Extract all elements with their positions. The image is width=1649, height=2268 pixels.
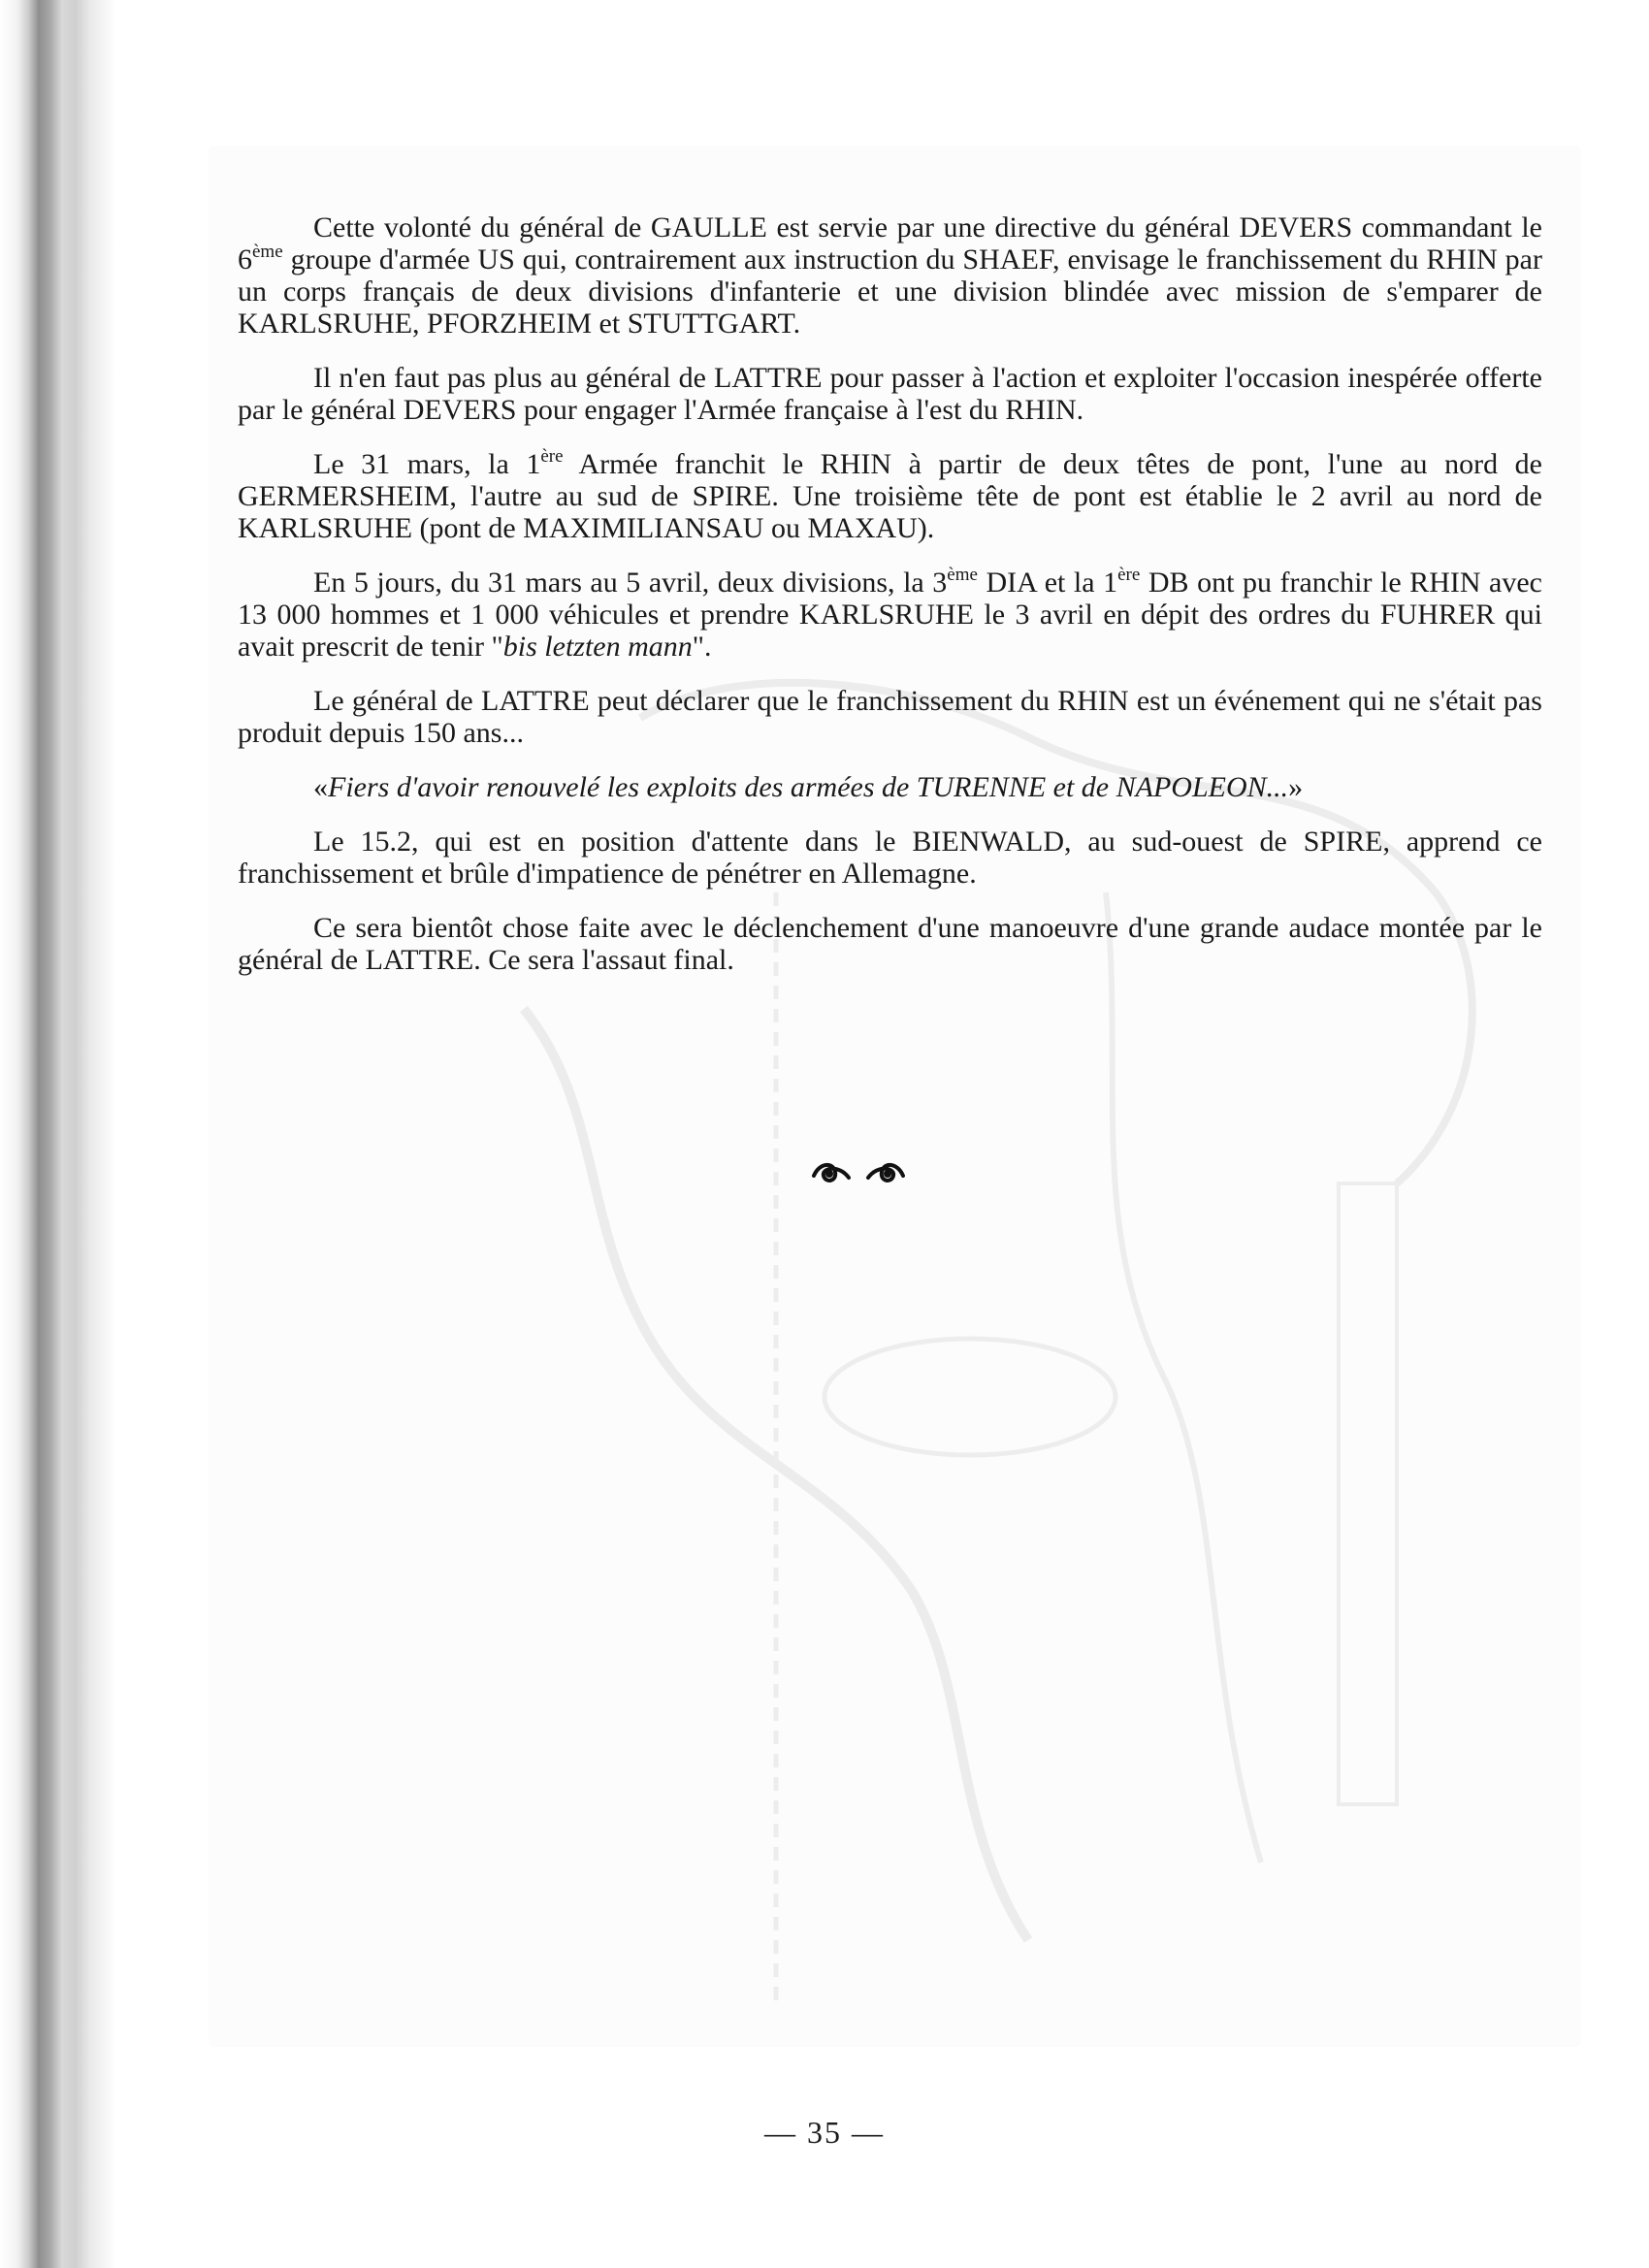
paragraph — [238, 685, 1542, 749]
superscript-text: ère — [540, 446, 564, 467]
text-run: groupe d'armée US qui, contrairement aux instruction du SHAEF, envisage le franchissement du RHIN par un corps français de deux divisions d'infanterie et une division blindée avec mission de s'emparer de KARLSRUHE, PFORZHEIM et STUTTGART. — [238, 243, 1542, 340]
paragraph — [238, 448, 1542, 544]
text-run: » — [1288, 771, 1304, 803]
paragraph — [238, 912, 1542, 976]
text-run: « — [313, 771, 328, 803]
paragraph — [238, 567, 1542, 663]
superscript-text: ère — [1117, 565, 1141, 585]
text-run: ". — [692, 631, 712, 663]
paragraph — [238, 211, 1542, 340]
quote-paragraph — [238, 771, 1542, 803]
superscript-text: ème — [252, 242, 283, 262]
text-run: Le 15.2, qui est en position d'attente dans le BIENWALD, au sud-ouest de SPIRE, apprend ce franchissement et brûle d'impatience de pénétrer en Allemagne. — [238, 826, 1542, 890]
text-run: En 5 jours, du 31 mars au 5 avril, deux divisions, la 3 — [313, 567, 948, 599]
paragraph — [238, 826, 1542, 890]
text-run: Ce sera bientôt chose faite avec le déclenchement d'une manoeuvre d'une grande audace montée par le général de LATTRE. Ce sera l'assaut final. — [238, 912, 1542, 976]
body-text — [238, 211, 1542, 998]
text-run: Cette volonté du général de GAULLE est servie par une directive du général DEVERS commandant le 6 — [238, 211, 1542, 275]
page-number: — 35 — — [764, 2115, 885, 2150]
superscript-text: ème — [947, 565, 978, 585]
text-run: DIA et la 1 — [977, 567, 1118, 599]
fleuron-ornament-icon — [810, 1156, 907, 1189]
italic-text: bis letzten mann — [502, 631, 693, 663]
text-run: Le 31 mars, la 1 — [313, 448, 541, 480]
italic-text: Fiers d'avoir renouvelé les exploits des armées de TURENNE et de NAPOLEON... — [328, 771, 1289, 803]
binding-shadow — [0, 0, 116, 2268]
text-run: DB ont pu franchir le RHIN avec 13 000 hommes et 1 000 véhicules et prendre KARLSRUHE le 3 avril en dépit des ordres du FUHRER qui avait prescrit de tenir " — [238, 567, 1542, 663]
text-run: Le général de LATTRE peut déclarer que le franchissement du RHIN est un événement qui ne s'était pas produit depuis 150 ans... — [238, 685, 1542, 749]
text-run: Armée franchit le RHIN à partir de deux têtes de pont, l'une au nord de GERMERSHEIM, l'autre au sud de SPIRE. Une troisième tête de pont est établie le 2 avril au nord de KARLSRUHE (pont de MAXIMILIANSAU ou MAXAU). — [238, 448, 1542, 544]
paragraph — [238, 362, 1542, 426]
text-run: Il n'en faut pas plus au général de LATTRE pour passer à l'action et exploiter l'occasion inespérée offerte par le général DEVERS pour engager l'Armée française à l'est du RHIN. — [238, 362, 1542, 426]
